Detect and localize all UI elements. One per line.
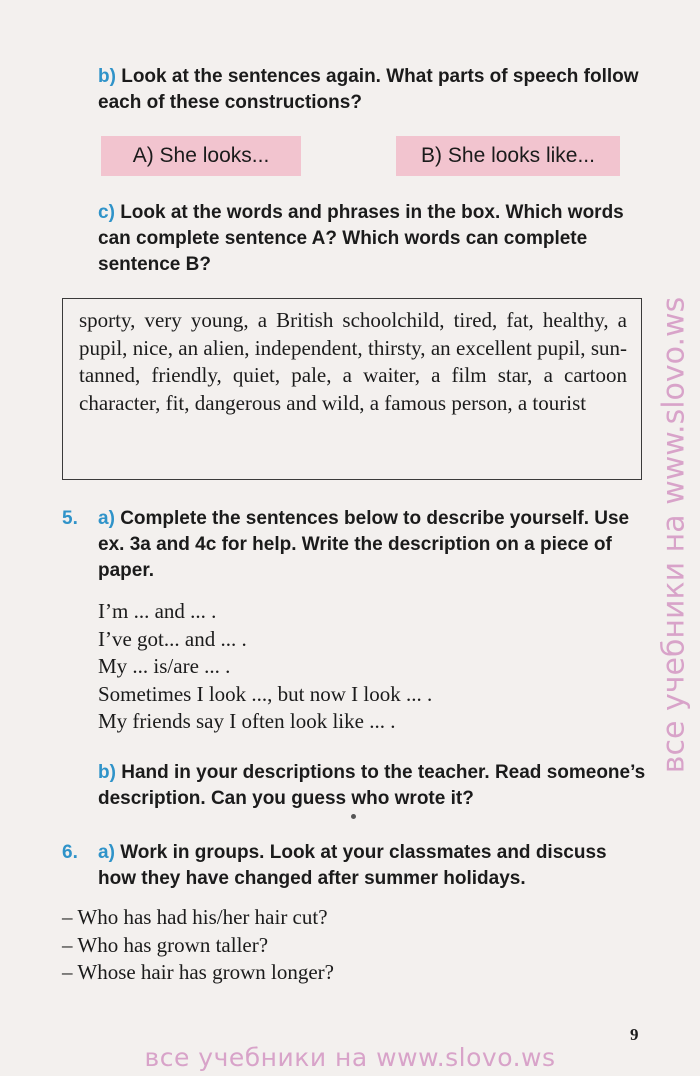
- sentence-frame: My friends say I often look like ... .: [98, 709, 396, 733]
- task-4c-label: c): [98, 202, 115, 223]
- task-5a-text: Complete the sentences below to describe yourself. Use ex. 3a and 4c for help. Write the description on a piece of paper.: [98, 508, 630, 581]
- sentence-box-a: A) She looks...: [101, 136, 301, 176]
- divider-dot: [351, 814, 356, 819]
- side-watermark: [654, 150, 694, 920]
- sentence-frame: My ... is/are ... .: [98, 654, 231, 678]
- page-number: 9: [630, 1025, 639, 1044]
- task-5b: [98, 760, 646, 812]
- sentence-box-b: B) She looks like...: [396, 136, 620, 176]
- sentence-frame: Sometimes I look ..., but now I look ... .: [98, 681, 433, 706]
- question-list: [62, 904, 334, 987]
- question-item: – Who has grown taller?: [62, 932, 269, 957]
- task-5b-text: Hand in your descriptions to the teacher. Read someone’s description. Can you guess who wrote it?: [98, 762, 646, 809]
- question-item: – Who has had his/her hair cut?: [62, 905, 328, 929]
- sentence-frame: I’ve got... and ... .: [98, 626, 247, 651]
- task-4b-label: b): [98, 66, 116, 87]
- sentence-frames: [98, 598, 432, 736]
- task-4b-text: Look at the sentences again. What parts of speech follow each of these constructions?: [98, 66, 639, 113]
- task-5a-label: a): [98, 508, 115, 529]
- task-5b-label: b): [98, 762, 116, 783]
- task-5-number: 5.: [62, 508, 78, 529]
- task-4c: [98, 200, 646, 278]
- task-6-number: 6.: [62, 842, 78, 863]
- sentence-frame: I’m ... and ... .: [98, 599, 217, 623]
- side-watermark-text: все учебники на www.slovo.ws: [656, 296, 692, 774]
- task-4b: [98, 64, 646, 116]
- word-box: sporty, very young, a British schoolchild, tired, fat, healthy, a pupil, nice, an alien, independent, thirsty, an excellent pupil, sun-tanned, friendly, quiet, pale, a waiter, a film star, a cartoon character, fit, dangerous and wild, a famous person, a tourist: [62, 298, 642, 480]
- task-5a: [98, 506, 646, 584]
- task-6a-text: Work in groups. Look at your classmates and discuss how they have changed after summer holidays.: [98, 842, 607, 889]
- bottom-watermark: все учебники на www.slovo.ws: [144, 1043, 556, 1072]
- task-6a-label: a): [98, 842, 115, 863]
- task-6a: [98, 840, 646, 892]
- task-4c-text: Look at the words and phrases in the box. Which words can complete sentence A? Which words can complete sentence B?: [98, 202, 624, 275]
- question-item: – Whose hair has grown longer?: [62, 960, 334, 984]
